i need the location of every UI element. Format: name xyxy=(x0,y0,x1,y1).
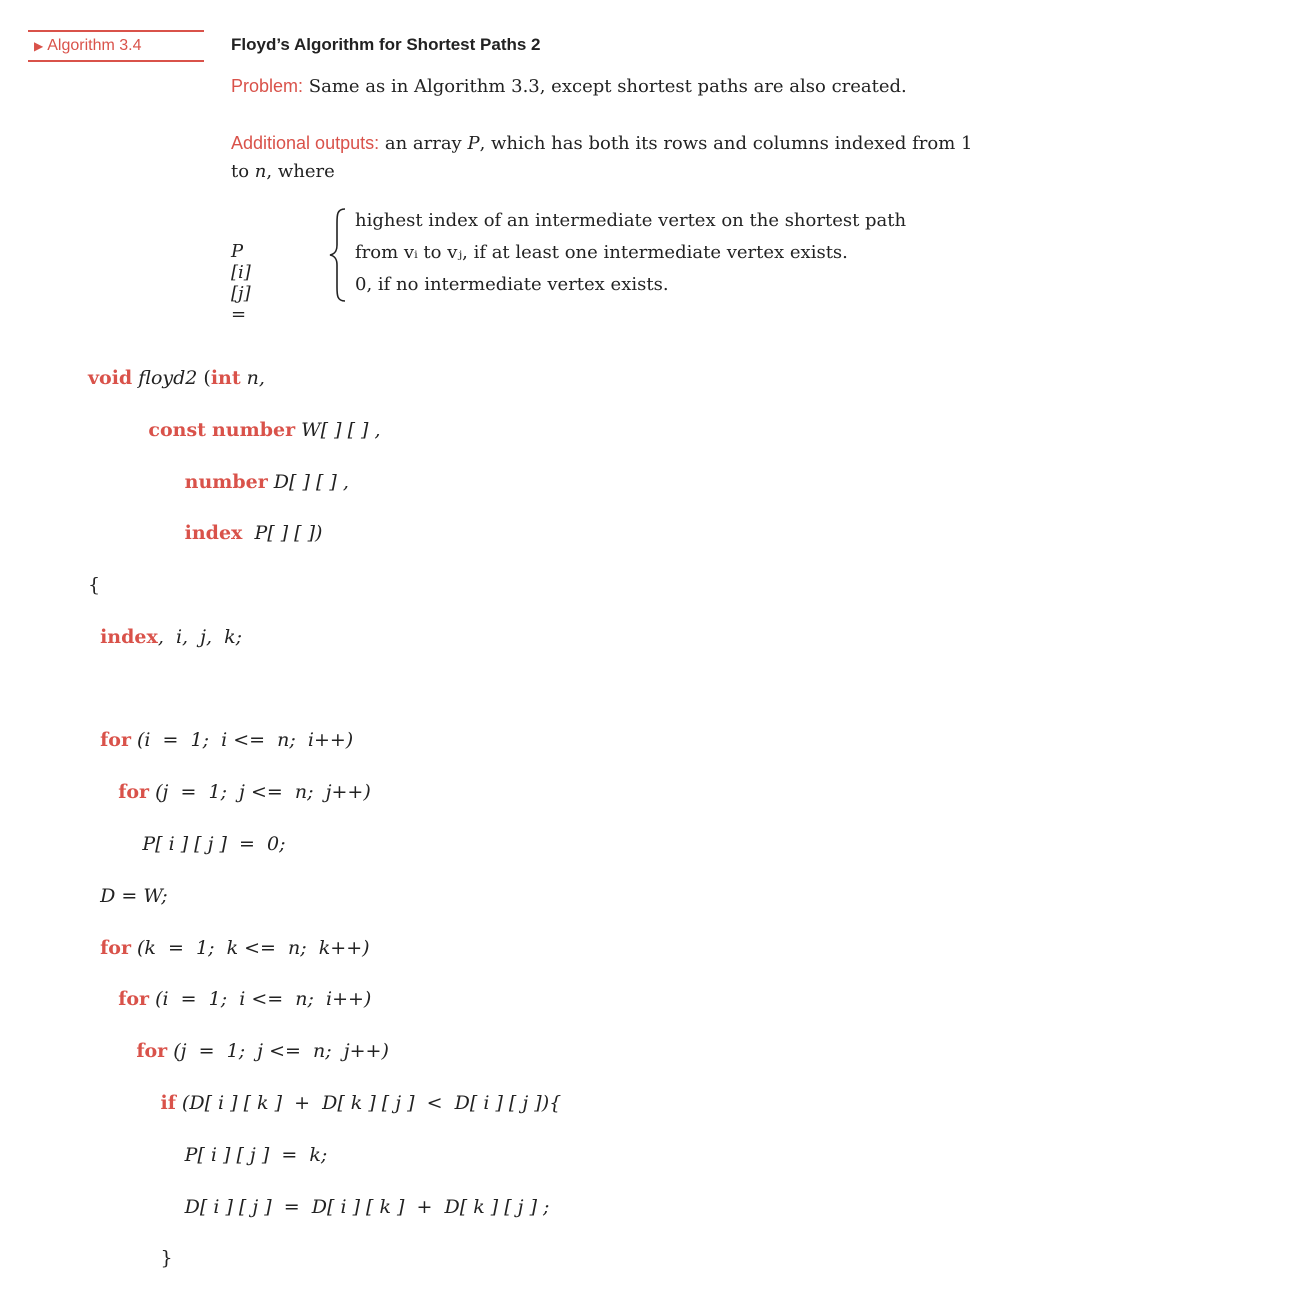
code-line xyxy=(88,366,561,392)
code-line xyxy=(88,1195,561,1221)
problem-label: Problem: xyxy=(231,76,304,96)
code-line xyxy=(88,625,561,651)
outputs-text-b: , which has both its rows and columns indexed from 1 to xyxy=(231,133,973,182)
keyword-number: number xyxy=(211,418,296,441)
code-token: ( xyxy=(197,366,211,389)
code-line xyxy=(88,677,561,703)
code-token: D[ ] [ ] , xyxy=(267,470,349,493)
case-line-1: highest index of an intermediate vertex on the shortest path xyxy=(355,210,907,231)
keyword-for: for xyxy=(118,988,150,1011)
outputs-n: n xyxy=(254,161,267,182)
code-token: (D[ i ] [ k ] + D[ k ] [ j ] < D[ i ] [ j ]){ xyxy=(175,1092,562,1115)
keyword-for: for xyxy=(136,1040,168,1063)
code-line xyxy=(88,470,561,496)
code-line xyxy=(88,1143,561,1169)
case-line-2: from vᵢ to vⱼ, if at least one intermediate vertex exists. xyxy=(355,242,848,263)
code-line xyxy=(88,1246,561,1272)
code-token: P[ i ] [ j ] = k; xyxy=(184,1143,328,1166)
code-token: D = W; xyxy=(100,884,168,907)
keyword-if: if xyxy=(160,1092,176,1115)
code-line xyxy=(88,728,561,754)
keyword-number: number xyxy=(184,470,268,493)
code-token: (i = 1; i <= n; i++) xyxy=(130,729,354,752)
code-token: (j = 1; j <= n; j++) xyxy=(167,1040,389,1063)
outputs-text-a: an array xyxy=(379,133,468,154)
code-line xyxy=(88,1039,561,1065)
code-line xyxy=(88,573,561,599)
code-token: W[ ] [ ] , xyxy=(295,418,381,441)
keyword-index: index xyxy=(100,625,158,648)
outputs-text-c: , where xyxy=(266,161,335,182)
code-line xyxy=(88,780,561,806)
problem-statement xyxy=(231,72,907,101)
outputs-var: P xyxy=(467,133,480,154)
code-token: D[ i ] [ j ] = D[ i ] [ k ] + D[ k ] [ j ] ; xyxy=(184,1195,550,1218)
keyword-void: void xyxy=(88,366,133,389)
code-line xyxy=(88,418,561,444)
case-line-3: 0, if no intermediate vertex exists. xyxy=(355,274,669,295)
code-token: (j = 1; j <= n; j++) xyxy=(149,781,371,804)
code-line xyxy=(88,832,561,858)
code-token: P[ i ] [ j ] = 0; xyxy=(142,833,286,856)
code-line xyxy=(88,1091,561,1117)
piecewise-lhs: P [i] [j] = xyxy=(231,241,251,325)
function-name: floyd2 xyxy=(138,366,198,389)
algorithm-number: Algorithm 3.4 xyxy=(47,37,142,54)
code-token: P[ ] [ ]) xyxy=(242,522,323,545)
additional-outputs xyxy=(231,129,991,186)
code-line xyxy=(88,987,561,1013)
code-token: n, xyxy=(240,366,265,389)
keyword-for: for xyxy=(100,729,131,752)
code-token: } xyxy=(160,1247,173,1270)
keyword-const: const xyxy=(148,418,206,441)
problem-text: Same as in Algorithm 3.3, except shortest paths are also created. xyxy=(303,76,907,97)
algorithm-title: Floyd’s Algorithm for Shortest Paths 2 xyxy=(231,35,541,54)
triangle-icon: ▶ xyxy=(34,39,44,53)
code-line xyxy=(88,521,561,547)
code-line xyxy=(88,936,561,962)
code-listing xyxy=(88,340,561,1298)
algorithm-tag xyxy=(28,30,204,62)
outputs-label: Additional outputs: xyxy=(231,133,380,153)
left-brace-icon xyxy=(327,207,349,303)
keyword-int: int xyxy=(210,366,241,389)
code-token: { xyxy=(88,574,101,597)
code-token: (k = 1; k <= n; k++) xyxy=(130,936,370,959)
code-token: , i, j, k; xyxy=(157,625,243,648)
keyword-index: index xyxy=(184,522,243,545)
keyword-for: for xyxy=(100,936,131,959)
code-token: (i = 1; i <= n; i++) xyxy=(149,988,372,1011)
keyword-for: for xyxy=(118,781,150,804)
piecewise-cases xyxy=(355,205,906,301)
code-line xyxy=(88,884,561,910)
